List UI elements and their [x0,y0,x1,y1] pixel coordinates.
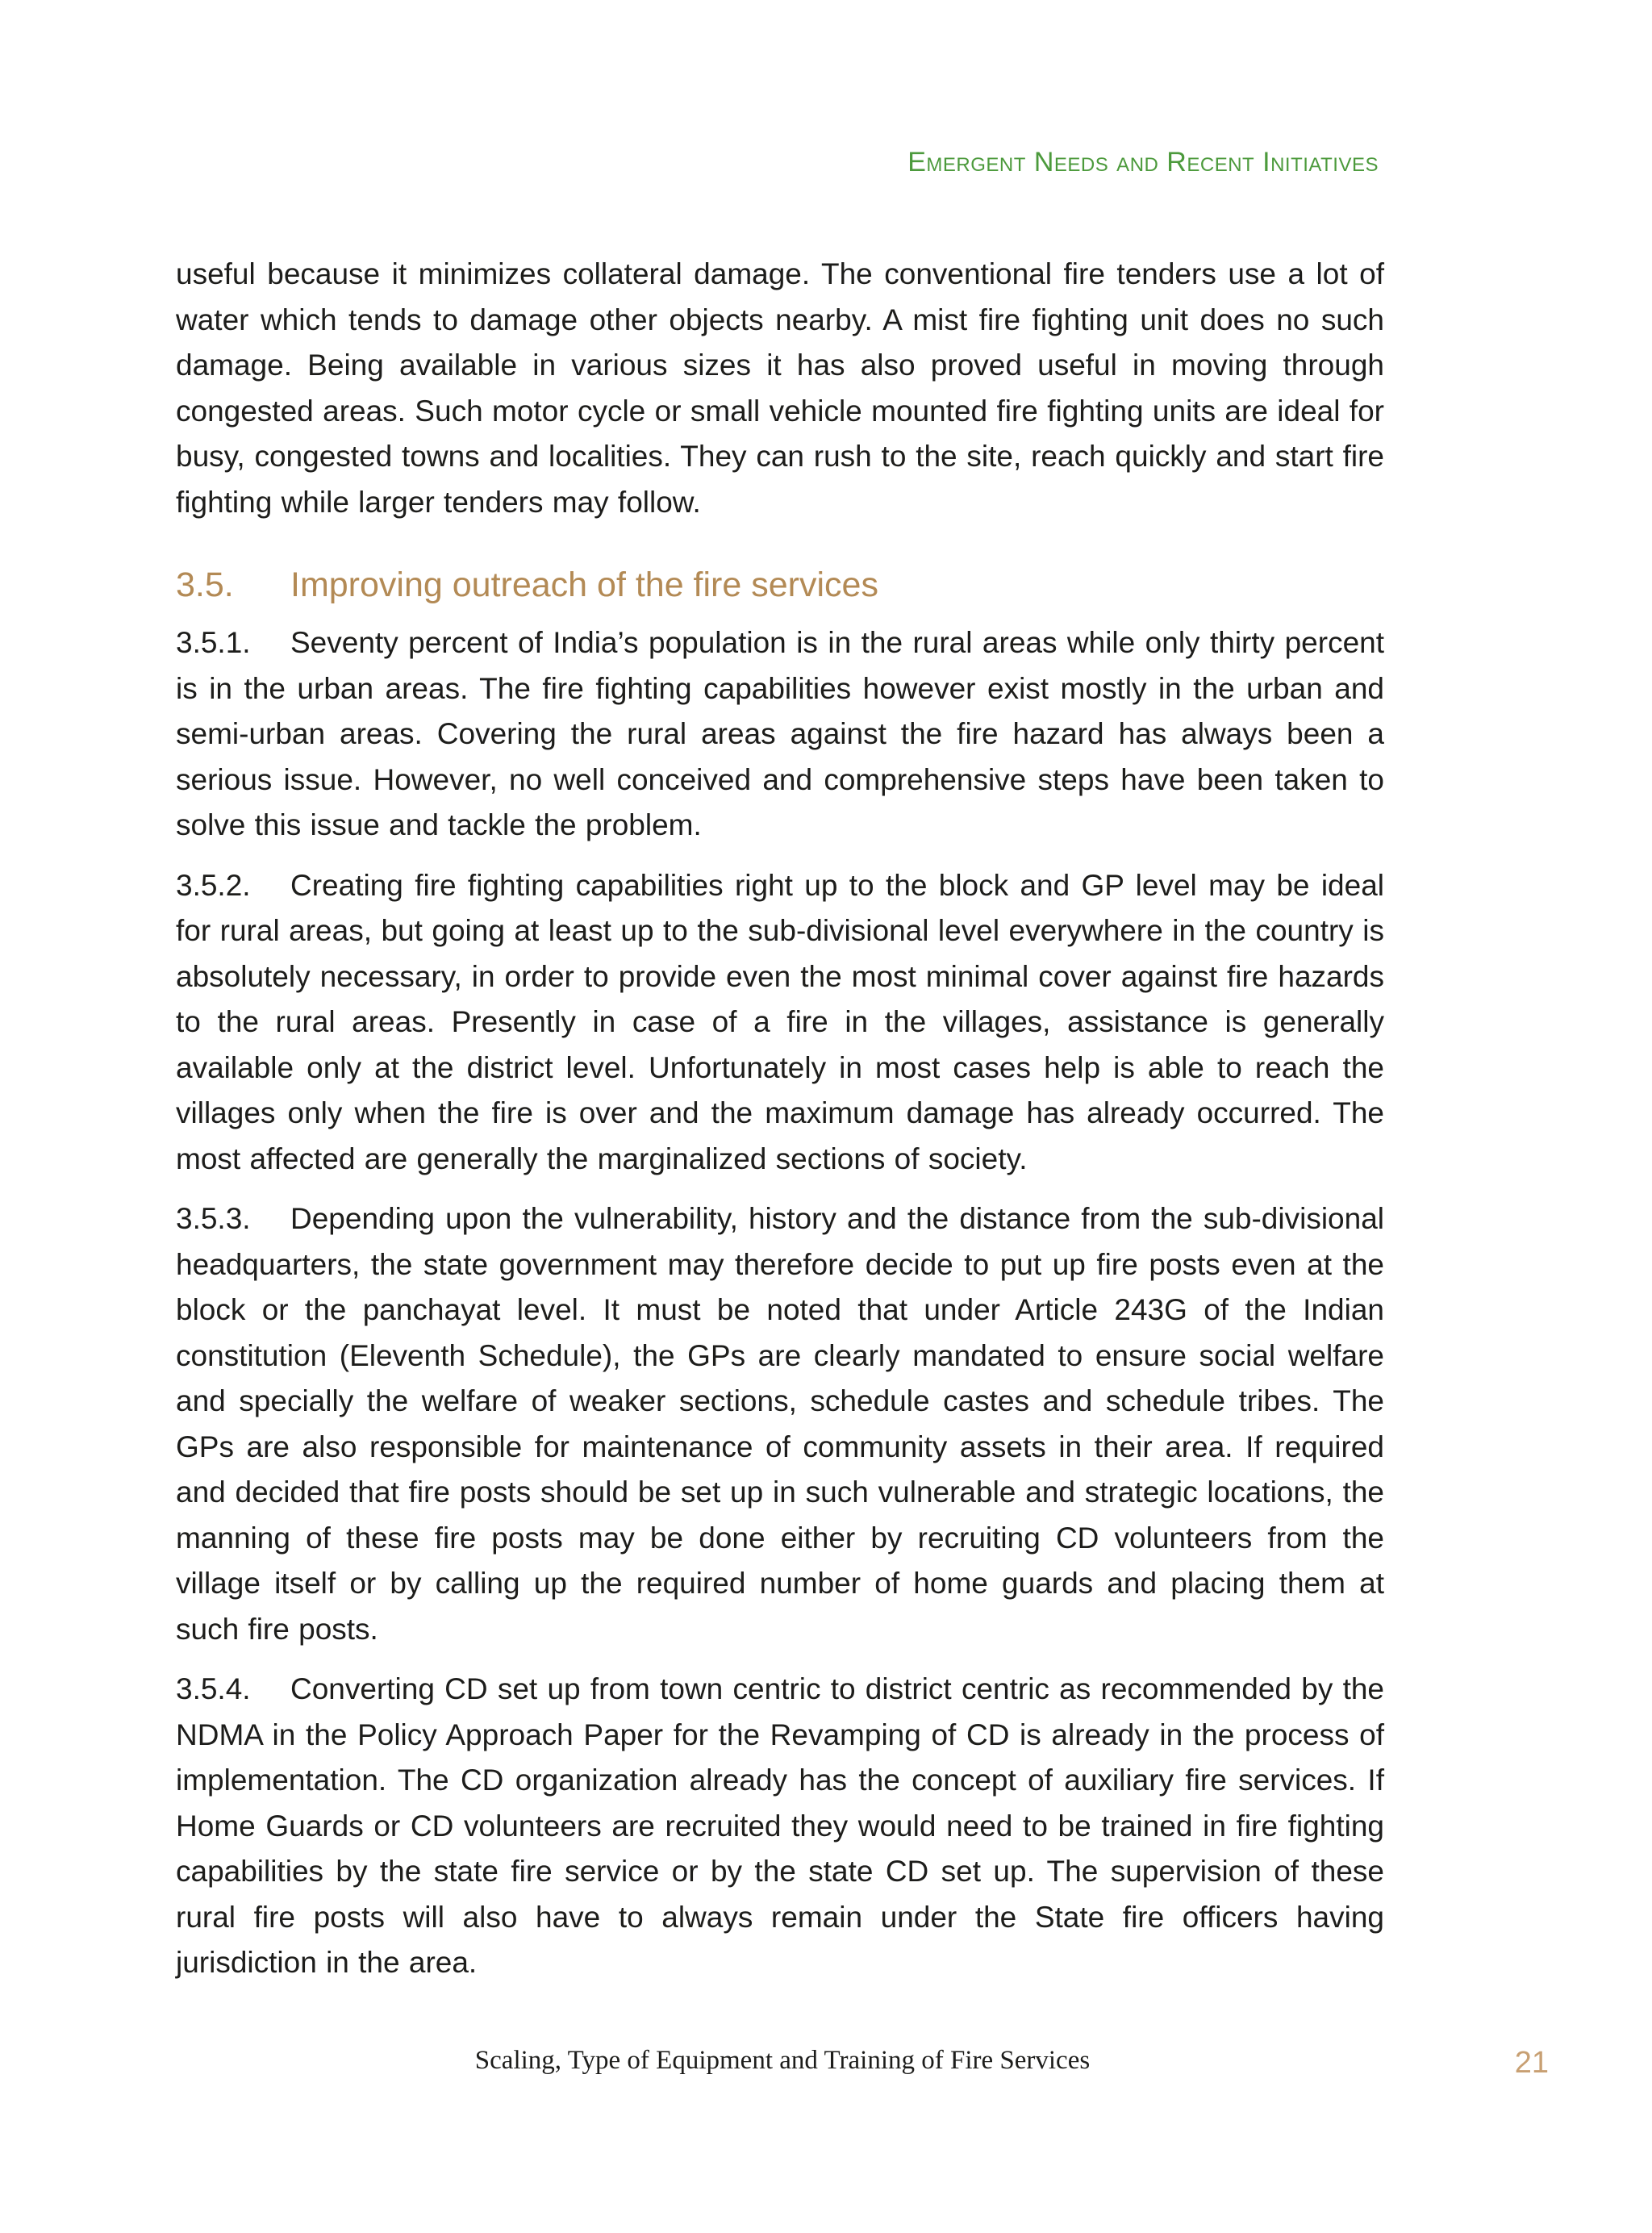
running-header: Emergent Needs and Recent Initiatives [907,147,1379,177]
intro-paragraph: useful because it minimizes collateral damage. The conventional fire tenders use a lot of water which tends to damage other objects nearby. A mist fire fighting unit does no such damage. Being available in various sizes it has also proved useful in moving through congested areas. Such motor cycle or small vehicle mounted fire fighting units are ideal for busy, congested towns and localities. They can rush to the site, reach quickly and start fire fighting while larger tenders may follow. [176,257,1384,519]
paragraph-3-5-1 [176,620,1384,849]
section-title: Improving outreach of the fire services [290,566,878,604]
footer-title: Scaling, Type of Equipment and Training of Fire Services [474,2046,1091,2075]
paragraph-number: 3.5.1. [176,626,251,659]
page-number: 21 [1514,2046,1549,2080]
paragraph-text: Seventy percent of India’s population is in the rural areas while only thirty percent is in the urban areas. The fire fighting capabilities however exist mostly in the urban and semi-urban areas. Covering the rural areas against the fire hazard has always been a serious issue. However, no well conceived and comprehensive steps have been taken to solve this issue and tackle the problem. [176,626,1384,841]
paragraph-3-5-2 [176,863,1384,1183]
paragraph-text: Converting CD set up from town centric to district centric as recommended by the NDMA in the Policy Approach Paper for the Revamping of CD is already in the process of implementation. The CD organization already has the concept of auxiliary fire services. If Home Guards or CD volunteers are recruited they would need to be trained in fire fighting capabilities by the state fire service or by the state CD set up. The supervision of these rural fire posts will also have to always remain under the State fire officers having jurisdiction in the area. [176,1672,1384,1979]
paragraph-number: 3.5.4. [176,1672,251,1705]
page-content [176,252,1384,2001]
section-heading [176,561,1384,609]
paragraph-number: 3.5.2. [176,868,251,902]
paragraph-3-5-4 [176,1667,1384,1986]
paragraph-text: Depending upon the vulnerability, history and the distance from the sub-divisional headquarters, the state government may therefore decide to put up fire posts even at the block or the panchayat level. It must be noted that under Article 243G of the Indian constitution (Eleventh Schedule), the GPs are clearly mandated to ensure social welfare and specially the welfare of weaker sections, schedule castes and schedule tribes. The GPs are also responsible for maintenance of community assets in their area. If required and decided that fire posts should be set up in such vulnerable and strategic locations, the manning of these fire posts may be done either by recruiting CD volunteers from the village itself or by calling up the required number of home guards and placing them at such fire posts. [176,1202,1384,1646]
paragraph-number: 3.5.3. [176,1202,251,1235]
paragraph-text: Creating fire fighting capabilities right up to the block and GP level may be ideal for rural areas, but going at least up to the sub-divisional level everywhere in the country is absolutely necessary, in order to provide even the most minimal cover against fire hazards to the rural areas. Presently in case of a fire in the villages, assistance is generally available only at the district level. Unfortunately in most cases help is able to reach the villages only when the fire is over and the maximum damage has already occurred. The most affected are generally the marginalized sections of society. [176,868,1384,1175]
paragraph-3-5-3 [176,1196,1384,1652]
section-number: 3.5. [176,566,234,604]
